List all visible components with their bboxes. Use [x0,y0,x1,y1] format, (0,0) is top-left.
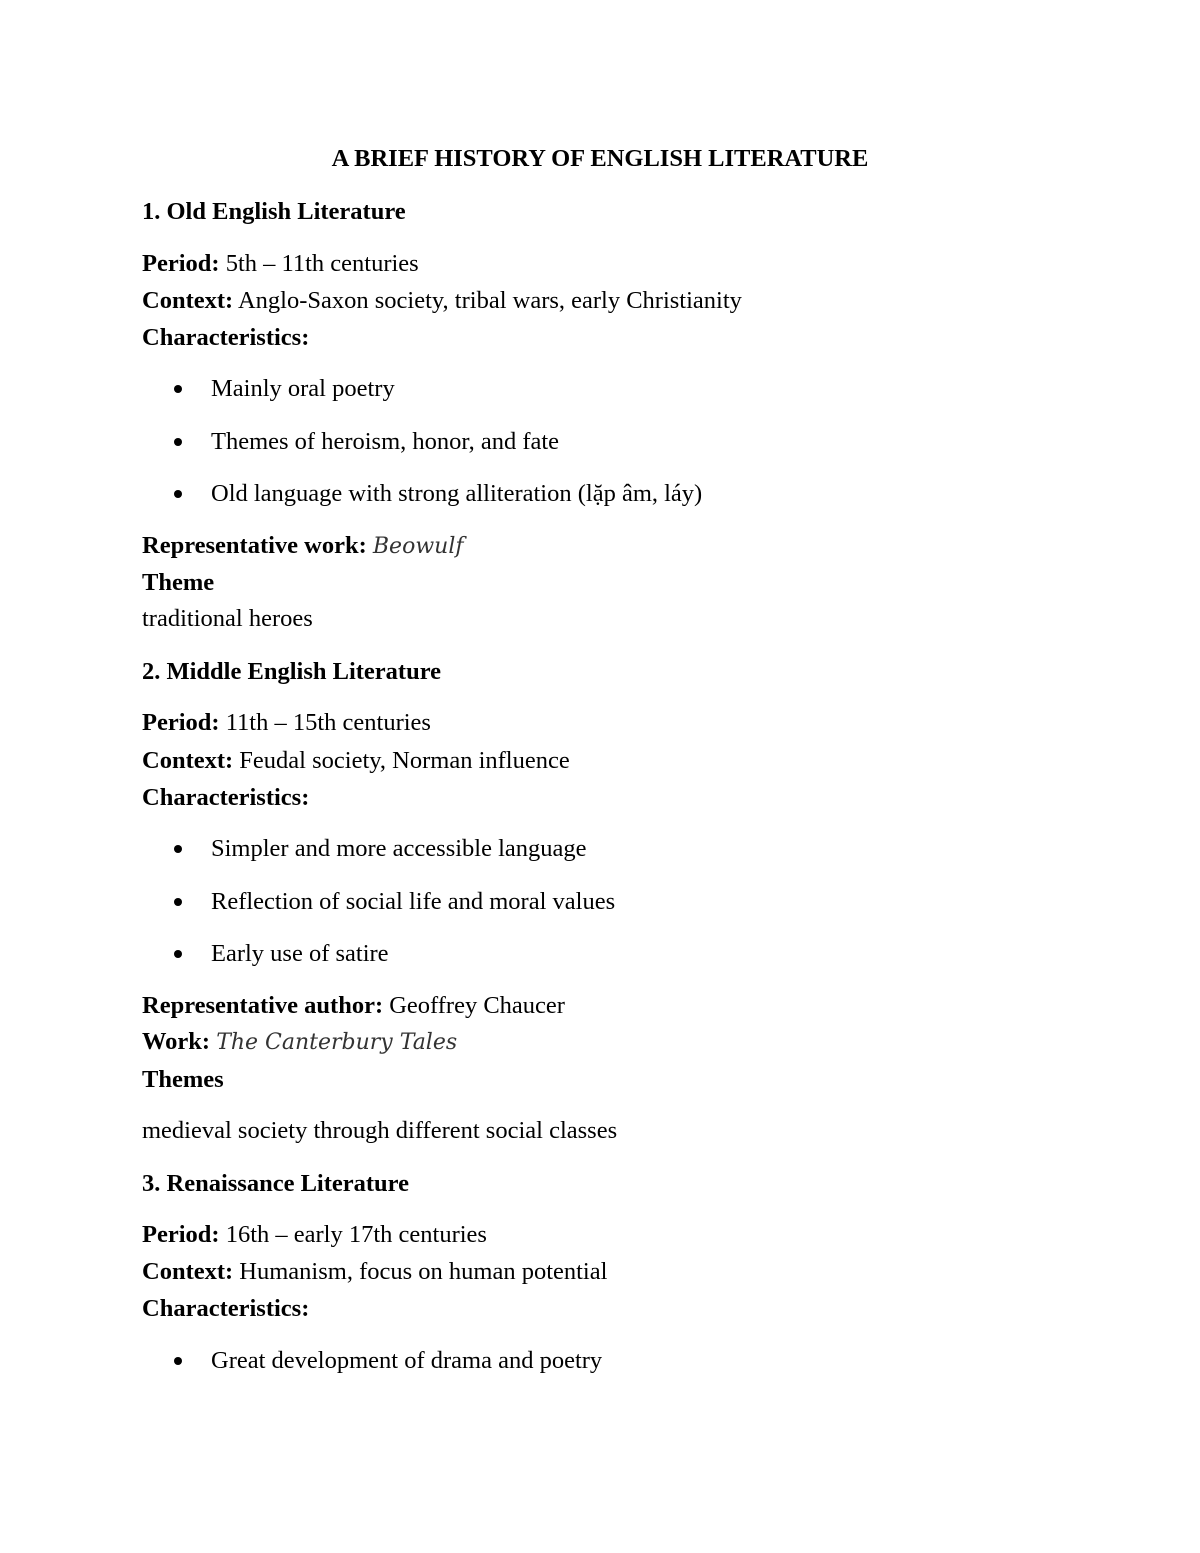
list-item: Early use of satire [211,940,389,967]
context-value: Anglo-Saxon society, tribal wars, early Christianity [237,287,742,314]
context-value: Feudal society, Norman influence [239,747,570,774]
bullet-icon [174,438,182,446]
section-3-period [142,1223,487,1248]
list-item: Old language with strong alliteration (lặp âm, láy) [211,480,703,507]
section-1-period [142,252,419,277]
author-value: Geoffrey Chaucer [389,992,565,1019]
section-2-theme-label: Themes [142,1066,224,1093]
period-label: Period: [142,709,220,736]
section-3-characteristics-label: Characteristics: [142,1295,310,1322]
bullet-icon [174,898,182,906]
bullet-icon [174,950,182,958]
period-label: Period: [142,250,220,277]
section-2-work [142,1030,457,1055]
list-item: Simpler and more accessible language [211,835,587,862]
period-label: Period: [142,1221,220,1248]
section-2-author [142,994,565,1019]
section-1-work [142,534,464,559]
work-label: Work: [142,1028,211,1055]
bullet-icon [174,845,182,853]
period-value: 11th – 15th centuries [225,709,431,736]
section-2-characteristics-label: Characteristics: [142,784,310,811]
section-3-heading: 3. Renaissance Literature [142,1170,409,1197]
section-3-context [142,1260,607,1285]
bullet-icon [174,385,182,393]
list-item: Themes of heroism, honor, and fate [211,428,560,455]
list-item: Great development of drama and poetry [211,1347,603,1374]
section-2-context [142,749,570,774]
bullet-icon [174,1357,182,1365]
document-title: A BRIEF HISTORY OF ENGLISH LITERATURE [331,145,869,172]
work-title: The Canterbury Tales [216,1030,458,1055]
context-label: Context: [142,287,234,314]
section-1-heading: 1. Old English Literature [142,198,406,225]
section-1-context [142,289,742,314]
context-value: Humanism, focus on human potential [239,1258,608,1285]
work-title: Beowulf [372,534,464,559]
context-label: Context: [142,747,234,774]
section-2-theme: medieval society through different social classes [142,1117,618,1144]
section-1-theme-label: Theme [142,569,215,596]
period-value: 16th – early 17th centuries [225,1221,487,1248]
section-2-period [142,711,431,736]
work-label: Representative work: [142,532,367,559]
section-2-heading: 2. Middle English Literature [142,658,442,685]
list-item: Mainly oral poetry [211,375,395,402]
list-item: Reflection of social life and moral values [211,888,616,915]
section-1-characteristics-label: Characteristics: [142,324,310,351]
context-label: Context: [142,1258,234,1285]
bullet-icon [174,490,182,498]
section-1-theme: traditional heroes [142,605,313,632]
period-value: 5th – 11th centuries [225,250,419,277]
author-label: Representative author: [142,992,384,1019]
